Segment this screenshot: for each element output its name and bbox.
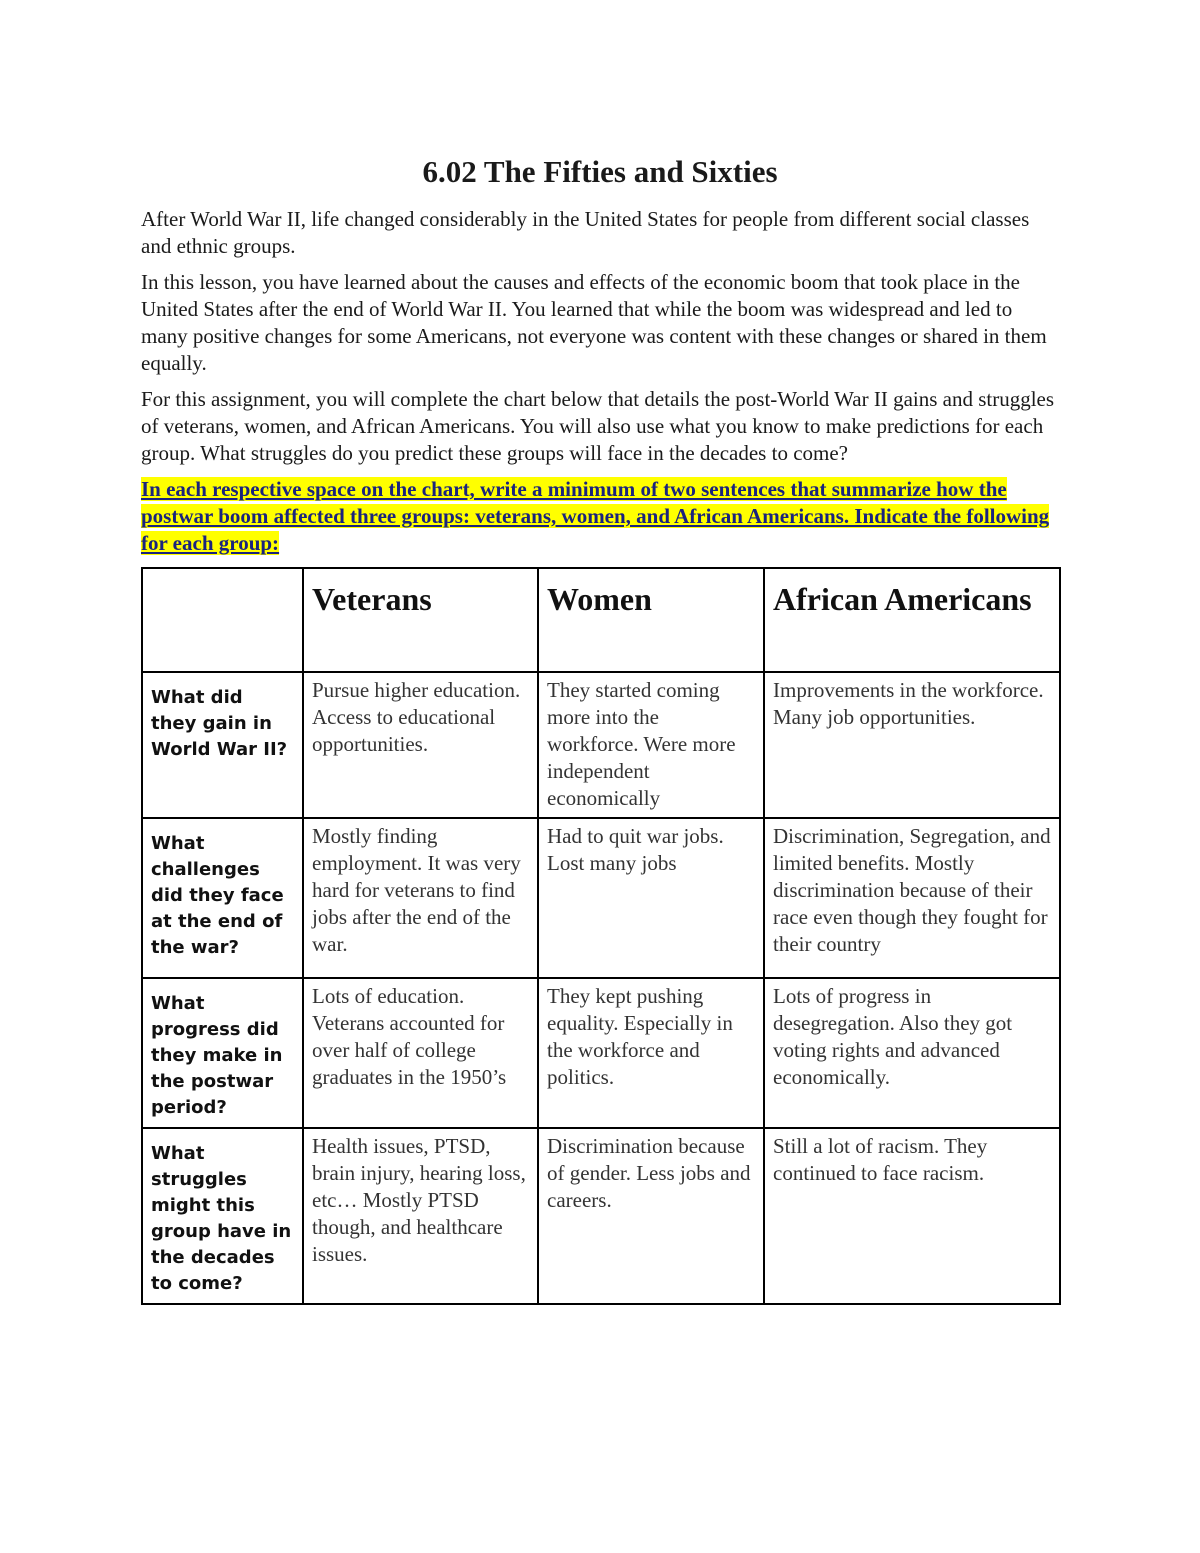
header-blank-cell (142, 568, 303, 672)
cell-african-americans-struggles[interactable]: Still a lot of racism. They continued to face racism. (764, 1128, 1060, 1304)
row-label-gains: What did they gain in World War II? (142, 672, 303, 818)
cell-veterans-progress[interactable]: Lots of education. Veterans accounted for over half of college graduates in the 1950’s (303, 978, 538, 1128)
cell-veterans-gains[interactable]: Pursue higher education. Access to educational opportunities. (303, 672, 538, 818)
cell-women-gains[interactable]: They started coming more into the workforce. Were more independent economically (538, 672, 764, 818)
cell-women-struggles[interactable]: Discrimination because of gender. Less jobs and careers. (538, 1128, 764, 1304)
page-title: 6.02 The Fifties and Sixties (422, 154, 778, 189)
cell-veterans-struggles[interactable]: Health issues, PTSD, brain injury, hearing loss, etc… Mostly PTSD though, and healthcare issues. (303, 1128, 538, 1304)
table-row (142, 818, 1060, 978)
intro-paragraph: After World War II, life changed considerably in the United States for people from different social classes and ethnic groups. (141, 207, 1030, 258)
row-label-challenges: What challenges did they face at the end of the war? (142, 818, 303, 978)
row-label-progress: What progress did they make in the postwar period? (142, 978, 303, 1128)
highlighted-instruction (141, 476, 1059, 557)
cell-veterans-challenges[interactable]: Mostly finding employment. It was very hard for veterans to find jobs after the end of the war. (303, 818, 538, 978)
header-veterans: Veterans (303, 568, 538, 672)
instruction-text: In each respective space on the chart, write a minimum of two sentences that summarize how the postwar boom affected three groups: veterans, women, and African Americans. Indicate the following for each group: (141, 477, 1050, 555)
lesson-paragraph: In this lesson, you have learned about the causes and effects of the economic boom that took place in the United States after the end of World War II. You learned that while the boom was widespread and led to many positive changes for some Americans, not everyone was content with these changes or shared in them equally. (141, 270, 1047, 375)
table-row (142, 978, 1060, 1128)
cell-women-challenges[interactable]: Had to quit war jobs. Lost many jobs (538, 818, 764, 978)
cell-african-americans-progress[interactable]: Lots of progress in desegregation. Also they got voting rights and advanced economically. (764, 978, 1060, 1128)
table-row (142, 1128, 1060, 1304)
cell-african-americans-gains[interactable]: Improvements in the workforce. Many job opportunities. (764, 672, 1060, 818)
table-row (142, 672, 1060, 818)
summary-chart (141, 567, 1061, 1305)
chart-header-row (142, 568, 1060, 672)
header-women: Women (538, 568, 764, 672)
document-page (141, 152, 1059, 1305)
cell-african-americans-challenges[interactable]: Discrimination, Segregation, and limited benefits. Mostly discrimination because of their race even though they fought for their country (764, 818, 1060, 978)
cell-women-progress[interactable]: They kept pushing equality. Especially in the workforce and politics. (538, 978, 764, 1128)
assignment-paragraph: For this assignment, you will complete the chart below that details the post-World War II gains and struggles of veterans, women, and African Americans. You will also use what you know to make predictions for each group. What struggles do you predict these groups will face in the decades to come? (141, 387, 1055, 465)
row-label-struggles: What struggles might this group have in the decades to come? (142, 1128, 303, 1304)
header-african-americans: African Americans (764, 568, 1060, 672)
